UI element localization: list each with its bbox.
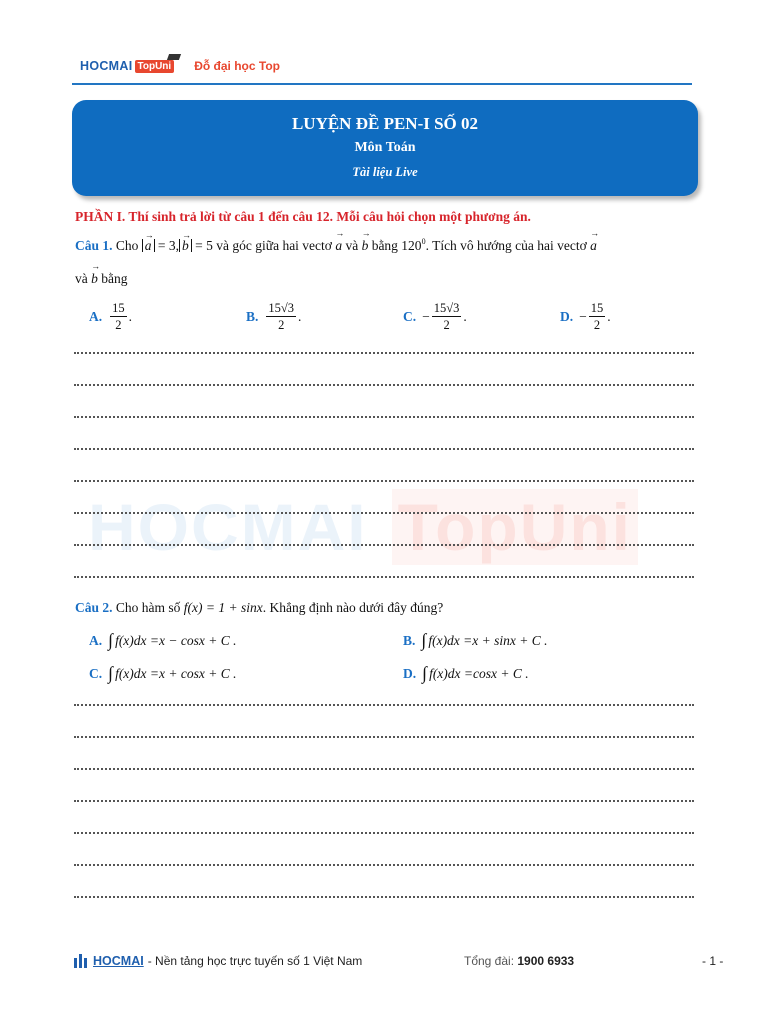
footer-hotline [464, 954, 574, 968]
fraction [110, 300, 127, 333]
integrand: f(x)dx = [115, 665, 160, 681]
document-note: Tài liệu Live [352, 165, 418, 179]
option-letter: A. [89, 308, 103, 324]
vector-a-3: → a [590, 238, 597, 254]
question-1 [75, 237, 597, 254]
header-tagline: Đỗ đại học Top [194, 59, 280, 73]
fraction [266, 300, 296, 333]
subject-title: Môn Toán [354, 140, 416, 155]
option-end: . [607, 308, 611, 324]
part1-heading: PHẦN I. Thí sinh trả lời từ câu 1 đến câu 12. Mỗi câu hỏi chọn một phương án. [75, 209, 531, 224]
hocmai-logo: HOCMAI [80, 59, 133, 73]
title-box [72, 100, 698, 196]
answer-line[interactable] [74, 544, 694, 546]
graduation-cap-icon [167, 54, 181, 60]
question-1-label: Câu 1. [75, 238, 113, 253]
q1-abs-a [142, 239, 155, 252]
page-number: - 1 - [702, 954, 724, 968]
vector-b: → b [182, 239, 189, 252]
vector-a-2: → a [335, 238, 342, 254]
answer-line[interactable] [74, 352, 694, 354]
q1-line2-post: bằng [97, 271, 128, 286]
topuni-logo-text: TopUni [137, 60, 172, 72]
integrand: f(x)dx = [428, 632, 473, 648]
q1-option-b[interactable] [246, 300, 301, 333]
q1-text-5: . Tích vô hướng của hai vectơ [425, 238, 591, 253]
vector-a: → a [145, 239, 152, 252]
q1-option-a[interactable] [89, 300, 132, 333]
q2-option-c[interactable] [89, 663, 237, 684]
q1-abs-b [179, 239, 192, 252]
q2-option-d[interactable] [403, 663, 529, 684]
footer-brand[interactable]: HOCMAI [93, 954, 144, 968]
watermark-topuni: TopUni [392, 489, 638, 565]
option-letter: A. [89, 632, 103, 648]
question-2-label: Câu 2. [75, 600, 113, 615]
option-letter: D. [403, 665, 417, 681]
q1-option-d[interactable] [560, 300, 611, 333]
fraction-denominator: 2 [115, 318, 122, 332]
question-1-line-2 [75, 271, 128, 287]
option-letter: C. [89, 665, 103, 681]
option-rhs: x + sinx + C . [472, 632, 548, 648]
q1-line2-pre: và [75, 271, 92, 286]
integral-sign: ∫ [108, 663, 114, 683]
page-footer [74, 954, 724, 972]
option-sign: − [422, 308, 430, 324]
q1-text-3: và [342, 238, 362, 253]
topuni-logo [135, 60, 175, 73]
option-rhs: x − cosx + C . [159, 632, 237, 648]
option-end: . [128, 308, 132, 324]
hotline-number: 1900 6933 [517, 954, 575, 968]
vector-b-2: → b [362, 238, 369, 254]
option-letter: D. [560, 308, 574, 324]
answer-line[interactable] [74, 832, 694, 834]
answer-line[interactable] [74, 448, 694, 450]
q1-eq1: = 3, [154, 238, 180, 253]
answer-line[interactable] [74, 416, 694, 418]
hocmai-mark-icon [74, 954, 90, 968]
degree-superscript: 0 [421, 237, 426, 246]
fraction [432, 300, 462, 333]
header-divider [72, 83, 692, 85]
q2-text-pre: Cho hàm số [112, 600, 184, 615]
option-rhs: x + cosx + C . [159, 665, 237, 681]
q2-option-b[interactable] [403, 630, 548, 651]
q2-option-a[interactable] [89, 630, 237, 651]
answer-line[interactable] [74, 800, 694, 802]
option-rhs: cosx + C . [473, 665, 529, 681]
q2-text-post: . Khẳng định nào dưới đây đúng? [262, 600, 444, 615]
option-letter: B. [403, 632, 416, 648]
q1-text-1: Cho [112, 238, 142, 253]
fraction-denominator: 2 [278, 318, 285, 332]
watermark-hocmai: HOCMAI [88, 490, 368, 564]
q2-function: f(x) = 1 + sinx [183, 600, 263, 615]
fraction-denominator: 2 [593, 318, 601, 332]
question-2 [75, 600, 443, 616]
answer-line[interactable] [74, 384, 694, 386]
vector-b-3: → b [91, 271, 98, 287]
footer-slogan: - Nền tảng học trực tuyến số 1 Việt Nam [147, 954, 363, 968]
integrand: f(x)dx = [115, 632, 160, 648]
integrand: f(x)dx = [429, 665, 474, 681]
option-sign: − [579, 308, 587, 324]
answer-line[interactable] [74, 576, 694, 578]
answer-line[interactable] [74, 512, 694, 514]
option-end: . [463, 308, 467, 324]
q1-text-4: bằng 120 [368, 238, 422, 253]
answer-line[interactable] [74, 768, 694, 770]
q1-eq2: = 5 và góc giữa hai vectơ [191, 238, 336, 253]
answer-line[interactable] [74, 896, 694, 898]
answer-line[interactable] [74, 864, 694, 866]
q1-option-c[interactable] [403, 300, 467, 333]
watermark [88, 492, 638, 562]
option-letter: B. [246, 308, 259, 324]
option-end: . [298, 308, 302, 324]
document-title: LUYỆN ĐỀ PEN-I SỐ 02 [291, 114, 479, 133]
fraction [589, 300, 606, 333]
hotline-label: Tổng đài: [464, 954, 518, 968]
answer-line[interactable] [74, 736, 694, 738]
option-letter: C. [403, 308, 417, 324]
fraction-denominator: 2 [443, 318, 450, 332]
integral-sign: ∫ [421, 630, 427, 650]
integral-sign: ∫ [108, 630, 114, 650]
footer-logo [74, 954, 362, 968]
answer-line[interactable] [74, 480, 694, 482]
integral-sign: ∫ [422, 663, 428, 683]
fraction-numerator: 15√3 [433, 301, 460, 315]
page-header [80, 56, 280, 76]
fraction-numerator: 15√3 [268, 301, 295, 315]
fraction-numerator: 15 [590, 301, 604, 315]
answer-line[interactable] [74, 704, 694, 706]
fraction-numerator: 15 [112, 301, 125, 315]
